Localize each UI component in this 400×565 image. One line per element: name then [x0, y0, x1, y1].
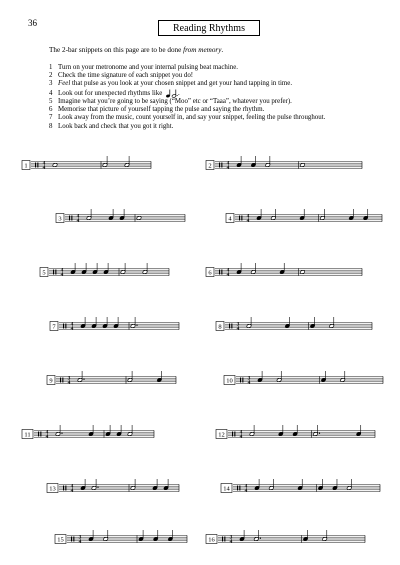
- rhythm-snippet-13: [47, 479, 179, 494]
- percussion-clef-icon: [234, 432, 235, 437]
- snippet-label: 14: [223, 485, 230, 493]
- time-signature-bottom: 4: [246, 217, 250, 224]
- percussion-clef-icon: [65, 324, 66, 329]
- percussion-clef-icon: [37, 163, 38, 168]
- percussion-clef-icon: [231, 324, 232, 329]
- percussion-clef-icon: [60, 378, 61, 383]
- time-signature-top: 3: [247, 375, 251, 382]
- percussion-clef-icon: [55, 270, 56, 275]
- percussion-clef-icon: [229, 324, 230, 329]
- note-dot: [319, 433, 320, 434]
- percussion-clef-icon: [63, 486, 64, 491]
- snippet-label: 8: [218, 323, 222, 331]
- instruction-number: 2: [49, 72, 53, 80]
- rhythm-snippet-5: [40, 263, 169, 278]
- snippet-label: 12: [218, 431, 225, 439]
- note-dot: [97, 487, 98, 488]
- percussion-clef-icon: [35, 163, 36, 168]
- percussion-clef-icon: [71, 216, 72, 221]
- instruction-number: 4: [49, 89, 53, 97]
- time-signature-bottom: 4: [76, 217, 80, 224]
- time-signature-top: 4: [246, 213, 250, 220]
- instruction-text: Check the time signature of each snippet you do!: [58, 72, 194, 80]
- percussion-clef-icon: [219, 270, 220, 275]
- percussion-clef-icon: [69, 216, 70, 221]
- percussion-clef-icon: [63, 324, 64, 329]
- instruction-emphasis: Feel: [58, 80, 71, 88]
- snippet-label: 1: [24, 162, 28, 170]
- snippet-label: 16: [208, 536, 215, 544]
- percussion-clef-icon: [237, 486, 238, 491]
- instruction-text: that pulse as you look at your chosen snippet and get your hand tapping in time.: [70, 80, 293, 88]
- instruction-text: Look away from the music, count yourself in, and say your snippet, feeling the pulse throughout.: [58, 114, 326, 122]
- time-signature-bottom: 4: [229, 538, 233, 545]
- time-signature-bottom: 4: [45, 433, 49, 440]
- time-signature-top: 3: [67, 375, 71, 382]
- rhythm-snippet-7: [50, 317, 179, 332]
- time-signature-top: 4: [70, 483, 74, 490]
- intro-after: .: [221, 46, 224, 54]
- time-signature-bottom: 4: [236, 325, 240, 332]
- time-signature-bottom: 4: [60, 271, 64, 278]
- time-signature-bottom: 4: [70, 325, 74, 332]
- note-dot: [61, 433, 62, 434]
- instruction-number: 3: [49, 80, 53, 88]
- rhythm-snippet-4: [226, 209, 382, 224]
- percussion-clef-icon: [71, 537, 72, 542]
- note-dot: [260, 538, 261, 539]
- time-signature-top: 4: [239, 429, 243, 436]
- time-signature-top: 4: [226, 160, 230, 167]
- instruction-text: Look back and check that you got it right.: [58, 122, 174, 130]
- instruction-number: 6: [49, 106, 53, 114]
- rhythm-snippet-8: [216, 317, 372, 332]
- instruction-number: 8: [49, 122, 53, 130]
- time-signature-top: 4: [244, 483, 248, 490]
- page-number: 36: [28, 18, 37, 28]
- rhythm-snippet-1: [22, 156, 151, 171]
- time-signature-top: 4: [60, 267, 64, 274]
- instruction-number: 5: [49, 97, 53, 105]
- snippet-label: 10: [226, 377, 233, 385]
- percussion-clef-icon: [224, 537, 225, 542]
- intro-before: The 2-bar snippets on this page are to be done: [49, 46, 184, 54]
- percussion-clef-icon: [65, 486, 66, 491]
- time-signature-bottom: 4: [226, 271, 230, 278]
- rhythm-snippet-9: [47, 371, 176, 386]
- percussion-clef-icon: [221, 270, 222, 275]
- snippet-label: 2: [208, 162, 212, 170]
- instruction-number: 7: [49, 114, 53, 122]
- time-signature-top: 4: [42, 160, 46, 167]
- snippet-label: 5: [42, 269, 46, 277]
- snippet-label: 7: [52, 323, 56, 331]
- page-title: Reading Rhythms: [158, 20, 260, 36]
- percussion-clef-icon: [242, 378, 243, 383]
- instruction-text: Look out for unexpected rhythms like: [58, 89, 163, 97]
- percussion-clef-icon: [62, 378, 63, 383]
- instruction-number: 1: [49, 64, 53, 71]
- rhythm-snippet-3: [56, 209, 185, 224]
- snippet-label: 11: [24, 431, 31, 439]
- rhythm-snippet-11: [22, 425, 154, 440]
- time-signature-bottom: 4: [226, 164, 230, 171]
- percussion-clef-icon: [38, 432, 39, 437]
- rhythm-snippet-2: [206, 156, 362, 171]
- percussion-clef-icon: [73, 537, 74, 542]
- time-signature-top: 3: [78, 534, 82, 541]
- percussion-clef-icon: [240, 378, 241, 383]
- time-signature-top: 4: [70, 321, 74, 328]
- note-dot: [83, 379, 84, 380]
- time-signature-bottom: 4: [70, 487, 74, 494]
- rhythm-snippet-16: [206, 530, 365, 545]
- percussion-clef-icon: [221, 163, 222, 168]
- snippet-label: 9: [49, 377, 53, 385]
- time-signature-top: 3: [229, 534, 233, 541]
- intro-emphasis: from memory: [183, 46, 222, 54]
- time-signature-bottom: 4: [78, 538, 82, 545]
- time-signature-bottom: 4: [67, 379, 71, 386]
- rhythm-snippet-15: [55, 530, 187, 545]
- note-dot: [136, 325, 137, 326]
- percussion-clef-icon: [241, 216, 242, 221]
- percussion-clef-icon: [222, 537, 223, 542]
- snippet-label: 6: [208, 269, 212, 277]
- percussion-clef-icon: [232, 432, 233, 437]
- snippet-label: 15: [57, 536, 64, 544]
- rhythm-snippet-10: [224, 371, 383, 386]
- percussion-clef-icon: [40, 432, 41, 437]
- time-signature-bottom: 4: [42, 164, 46, 171]
- instruction-text: Turn on your metronome and your internal pulsing beat machine.: [58, 64, 239, 71]
- instruction-text: Imagine what you’re going to be saying (“Moo” etc or “Taaa”, whatever you prefer).: [58, 97, 292, 105]
- time-signature-top: 3: [236, 321, 240, 328]
- snippet-label: 4: [228, 215, 232, 223]
- rhythm-snippet-6: [206, 263, 362, 278]
- time-signature-bottom: 4: [247, 379, 251, 386]
- percussion-clef-icon: [53, 270, 54, 275]
- instruction-item: 4 Look out for unexpected rhythms like .: [49, 89, 180, 97]
- percussion-clef-icon: [239, 486, 240, 491]
- instruction-text: Memorise that picture of yourself tapping the pulse and saying the rhythm.: [58, 106, 265, 114]
- time-signature-bottom: 4: [239, 433, 243, 440]
- percussion-clef-icon: [239, 216, 240, 221]
- snippet-label: 3: [58, 215, 62, 223]
- time-signature-top: 4: [45, 429, 49, 436]
- time-signature-top: 4: [76, 213, 80, 220]
- snippet-label: 13: [49, 485, 56, 493]
- rhythm-snippet-12: [216, 425, 375, 440]
- rhythm-snippet-14: [221, 479, 380, 494]
- time-signature-bottom: 4: [244, 487, 248, 494]
- percussion-clef-icon: [219, 163, 220, 168]
- time-signature-top: 4: [226, 267, 230, 274]
